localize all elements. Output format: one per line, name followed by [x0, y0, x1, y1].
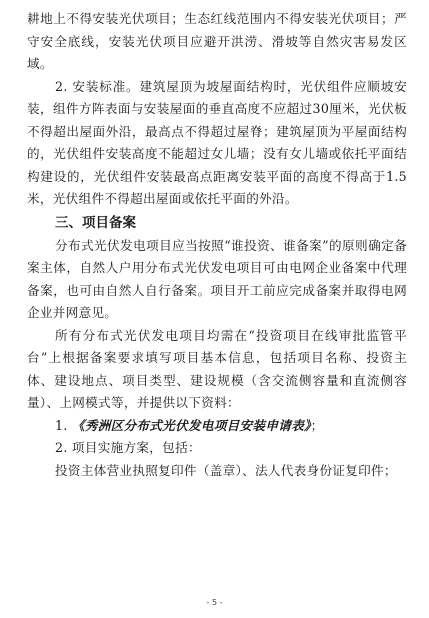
application-form-title: 《秀洲区分布式光伏发电项目安装申请表》	[71, 417, 311, 433]
section-heading-project-filing: 三、项目备案	[55, 214, 136, 231]
paragraph-online-platform: 所有分布式光伏发电项目均需在“投资项目在线审批监管平台”上根据备案要求填写项目基本信息，包括项目名称、投资主体、建设地点、项目类型、建设规模（含交流侧容量和直流侧容量）、上网模式等，并提供以下资料：	[27, 327, 407, 410]
list-item-implementation-plan: 2. 项目实施方案，包括：	[55, 440, 201, 455]
list-item-application-form	[27, 415, 407, 438]
list-item-number: 1.	[55, 417, 72, 433]
list-item-punctuation: ；	[310, 417, 324, 433]
page-number: - 5 -	[206, 598, 223, 607]
paragraph-installation-standards: 2. 安装标准。建筑屋顶为坡屋面结构时，光伏组件应顺坡安装，组件方阵表面与安装屋面的垂直高度不应超过30厘米，光伏板不得超出屋面外沿，最高点不得超过屋脊；建筑屋顶为平屋面结构的，光伏组件安装高度不能超过女儿墙；没有女儿墙或依托平面结构建设的，光伏组件安装最高点距离安装平面的高度不得高于1.5米，光伏组件不得超出屋面或依托平面的外沿。	[27, 78, 407, 206]
paragraph-required-copies: 投资主体营业执照复印件（盖章）、法人代表身份证复印件；	[55, 462, 397, 478]
paragraph-land-restrictions: 耕地上不得安装光伏项目；生态红线范围内不得安装光伏项目；严守安全底线，安装光伏项目应避开洪涝、滑坡等自然灾害易发区域。	[27, 11, 407, 71]
paragraph-filing-principle: 分布式光伏发电项目应当按照“谁投资、谁备案”的原则确定备案主体，自然人户用分布式光伏发电项目可由电网企业备案中代理备案，也可由自然人自行备案。项目开工前应完成备案并取得电网企业并网意见。	[27, 237, 407, 320]
